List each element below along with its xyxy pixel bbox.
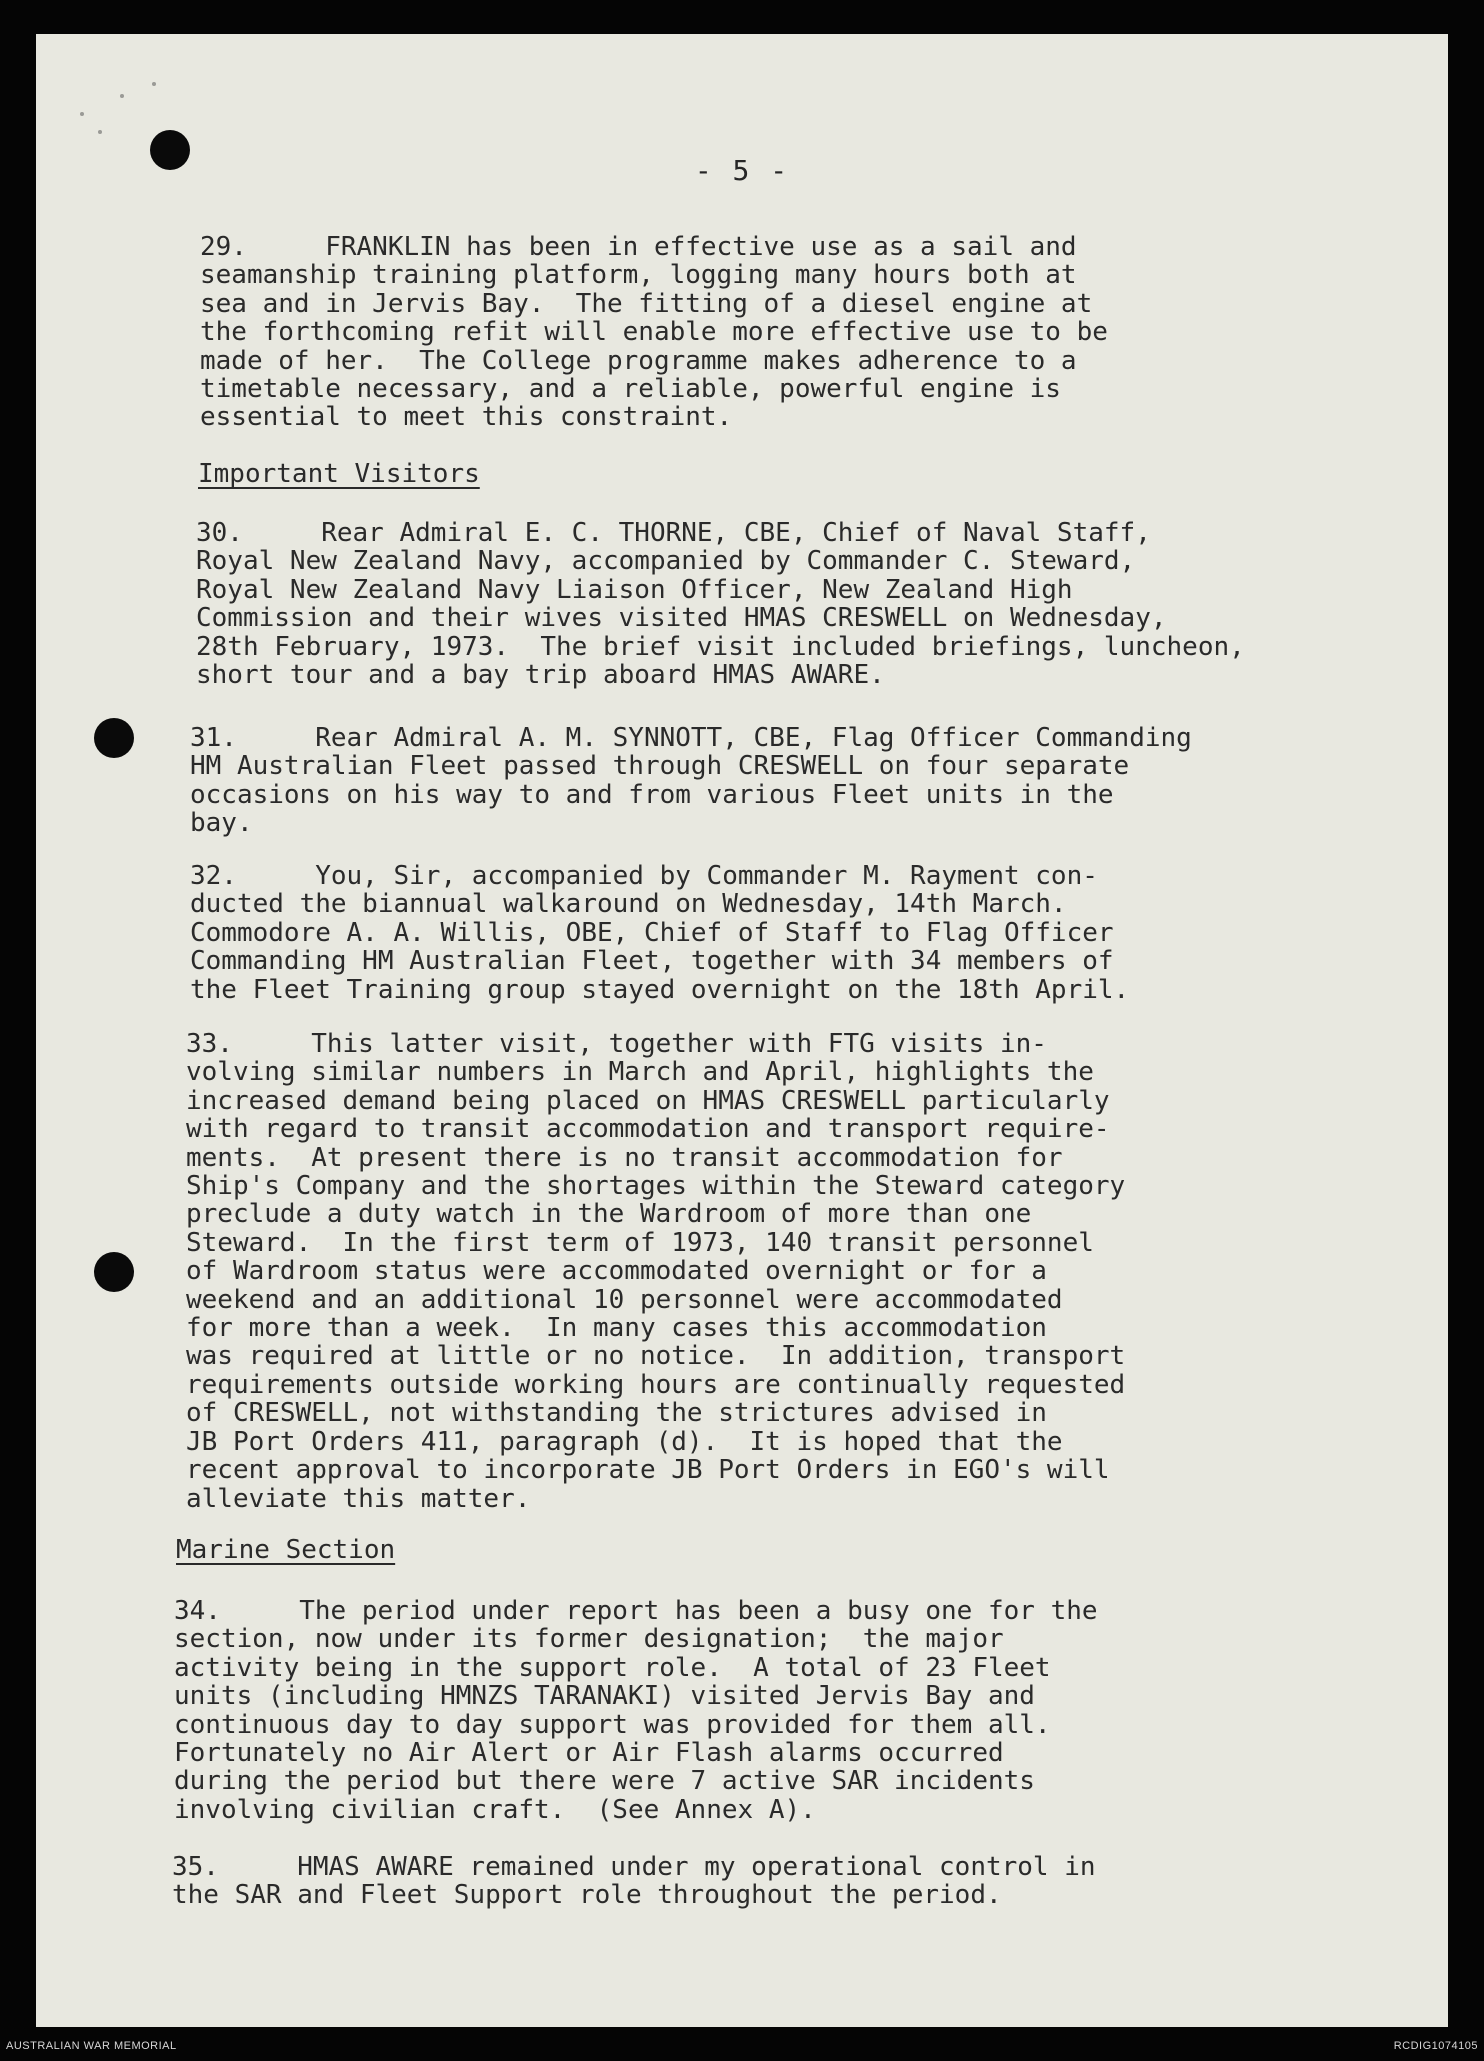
paper-mark [152,82,156,86]
paragraph-33: 33. This latter visit, together with FTG visits in- volving similar numbers in March and April, highlights the increased demand being placed on HMAS CRESWELL particularly with regard to transit accommodation and transport require- ments. At present there is no transit accommodation for Ship's Company and the shortages within the Steward category preclude a duty watch in the Wardroom of more than one Steward. In the first term of 1973, 140 transit personnel of Wardroom status were accommodated overnight or for a weekend and an additional 10 personnel were accommodated for more than a week. In many cases this accommodation was required at little or no notice. In addition, transport requirements outside working hours are continually requested of CRESWELL, not withstanding the strictures advised in JB Port Orders 411, paragraph (d). It is hoped that the recent approval to incorporate JB Port Orders in EGO's will alleviate this matter. [186,1029,1126,1514]
paragraph-31: 31. Rear Admiral A. M. SYNNOTT, CBE, Flag Officer Commanding HM Australian Fleet passed through CRESWELL on four separate occasions on his way to and from various Fleet units in the bay. [190,723,1192,839]
paper-mark [98,130,102,134]
page-number: - 5 - [694,154,790,187]
paragraph-32: 32. You, Sir, accompanied by Commander M. Rayment con- ducted the biannual walkaround on Wednesday, 14th March. Commodore A. A. Willis, OBE, Chief of Staff to Flag Officer Commanding HM Australian Fleet, together with 34 members of the Fleet Training group stayed overnight on the 18th April. [190,861,1130,1005]
paragraph-30: 30. Rear Admiral E. C. THORNE, CBE, Chief of Naval Staff, Royal New Zealand Navy, accompanied by Commander C. Steward, Royal New Zealand Navy Liaison Officer, New Zealand High Commission and their wives visited HMAS CRESWELL on Wednesday, 28th February, 1973. The brief visit included briefings, luncheon, short tour and a bay trip aboard HMAS AWARE. [196,518,1245,691]
paper-mark [80,112,84,116]
heading-important-visitors: Important Visitors [198,459,480,489]
heading-marine-section: Marine Section [176,1535,396,1565]
punch-hole-lower [94,1252,134,1292]
paper-mark [120,94,124,98]
footer-archive-name: AUSTRALIAN WAR MEMORIAL [6,2040,177,2052]
footer-record-id: RCDIG1074105 [1393,2040,1478,2052]
paragraph-29: 29. FRANKLIN has been in effective use as a sail and seamanship training platform, logging many hours both at sea and in Jervis Bay. The fitting of a diesel engine at the forthcoming refit will enable more effective use to be made of her. The College programme makes adherence to a timetable necessary, and a reliable, powerful engine is essential to meet this constraint. [200,232,1108,433]
punch-hole-middle [94,718,134,758]
paragraph-34: 34. The period under report has been a busy one for the section, now under its former designation; the major activity being in the support role. A total of 23 Fleet units (including HMNZS TARANAKI) visited Jervis Bay and continuous day to day support was provided for them all. Fortunately no Air Alert or Air Flash alarms occurred during the period but there were 7 active SAR incidents involving civilian craft. (See Annex A). [174,1596,1098,1825]
paragraph-35: 35. HMAS AWARE remained under my operational control in the SAR and Fleet Support role throughout the period. [172,1852,1096,1911]
